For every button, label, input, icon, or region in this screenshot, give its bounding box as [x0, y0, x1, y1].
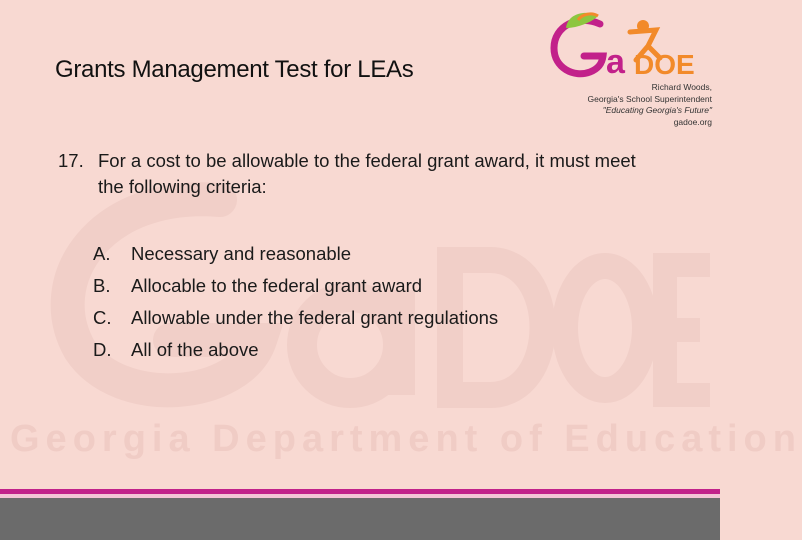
option-text: All of the above — [131, 339, 259, 360]
svg-text:a: a — [606, 43, 625, 81]
question-text: For a cost to be allowable to the federal grant award, it must meet the following criteria: — [98, 150, 636, 197]
option-text: Necessary and reasonable — [131, 243, 352, 264]
option-letter: A. — [93, 243, 111, 264]
option-letter: B. — [93, 275, 111, 296]
option-text: Allocable to the federal grant award — [131, 275, 423, 296]
gadoe-logo — [548, 6, 718, 82]
credit-name: Richard Woods, — [651, 82, 712, 92]
option-letter: D. — [93, 339, 112, 360]
page-title: Grants Management Test for LEAs — [55, 56, 414, 83]
watermark-text: Georgia Department of Education — [10, 418, 802, 460]
svg-text:DOE: DOE — [634, 49, 695, 80]
question — [58, 148, 658, 200]
option-text: Allowable under the federal grant regulations — [131, 307, 499, 328]
credit-motto: "Educating Georgia's Future" — [602, 105, 712, 115]
answer-options — [93, 238, 498, 366]
credit-role: Georgia's School Superintendent — [587, 93, 712, 104]
credit-site: gadoe.org — [673, 116, 712, 127]
option-b — [93, 270, 498, 302]
footer-bar — [0, 498, 720, 540]
question-number: 17. — [58, 150, 84, 171]
superintendent-credits — [588, 82, 712, 128]
option-a — [93, 238, 498, 270]
option-c — [93, 302, 498, 334]
option-d — [93, 334, 498, 366]
option-letter: C. — [93, 307, 112, 328]
